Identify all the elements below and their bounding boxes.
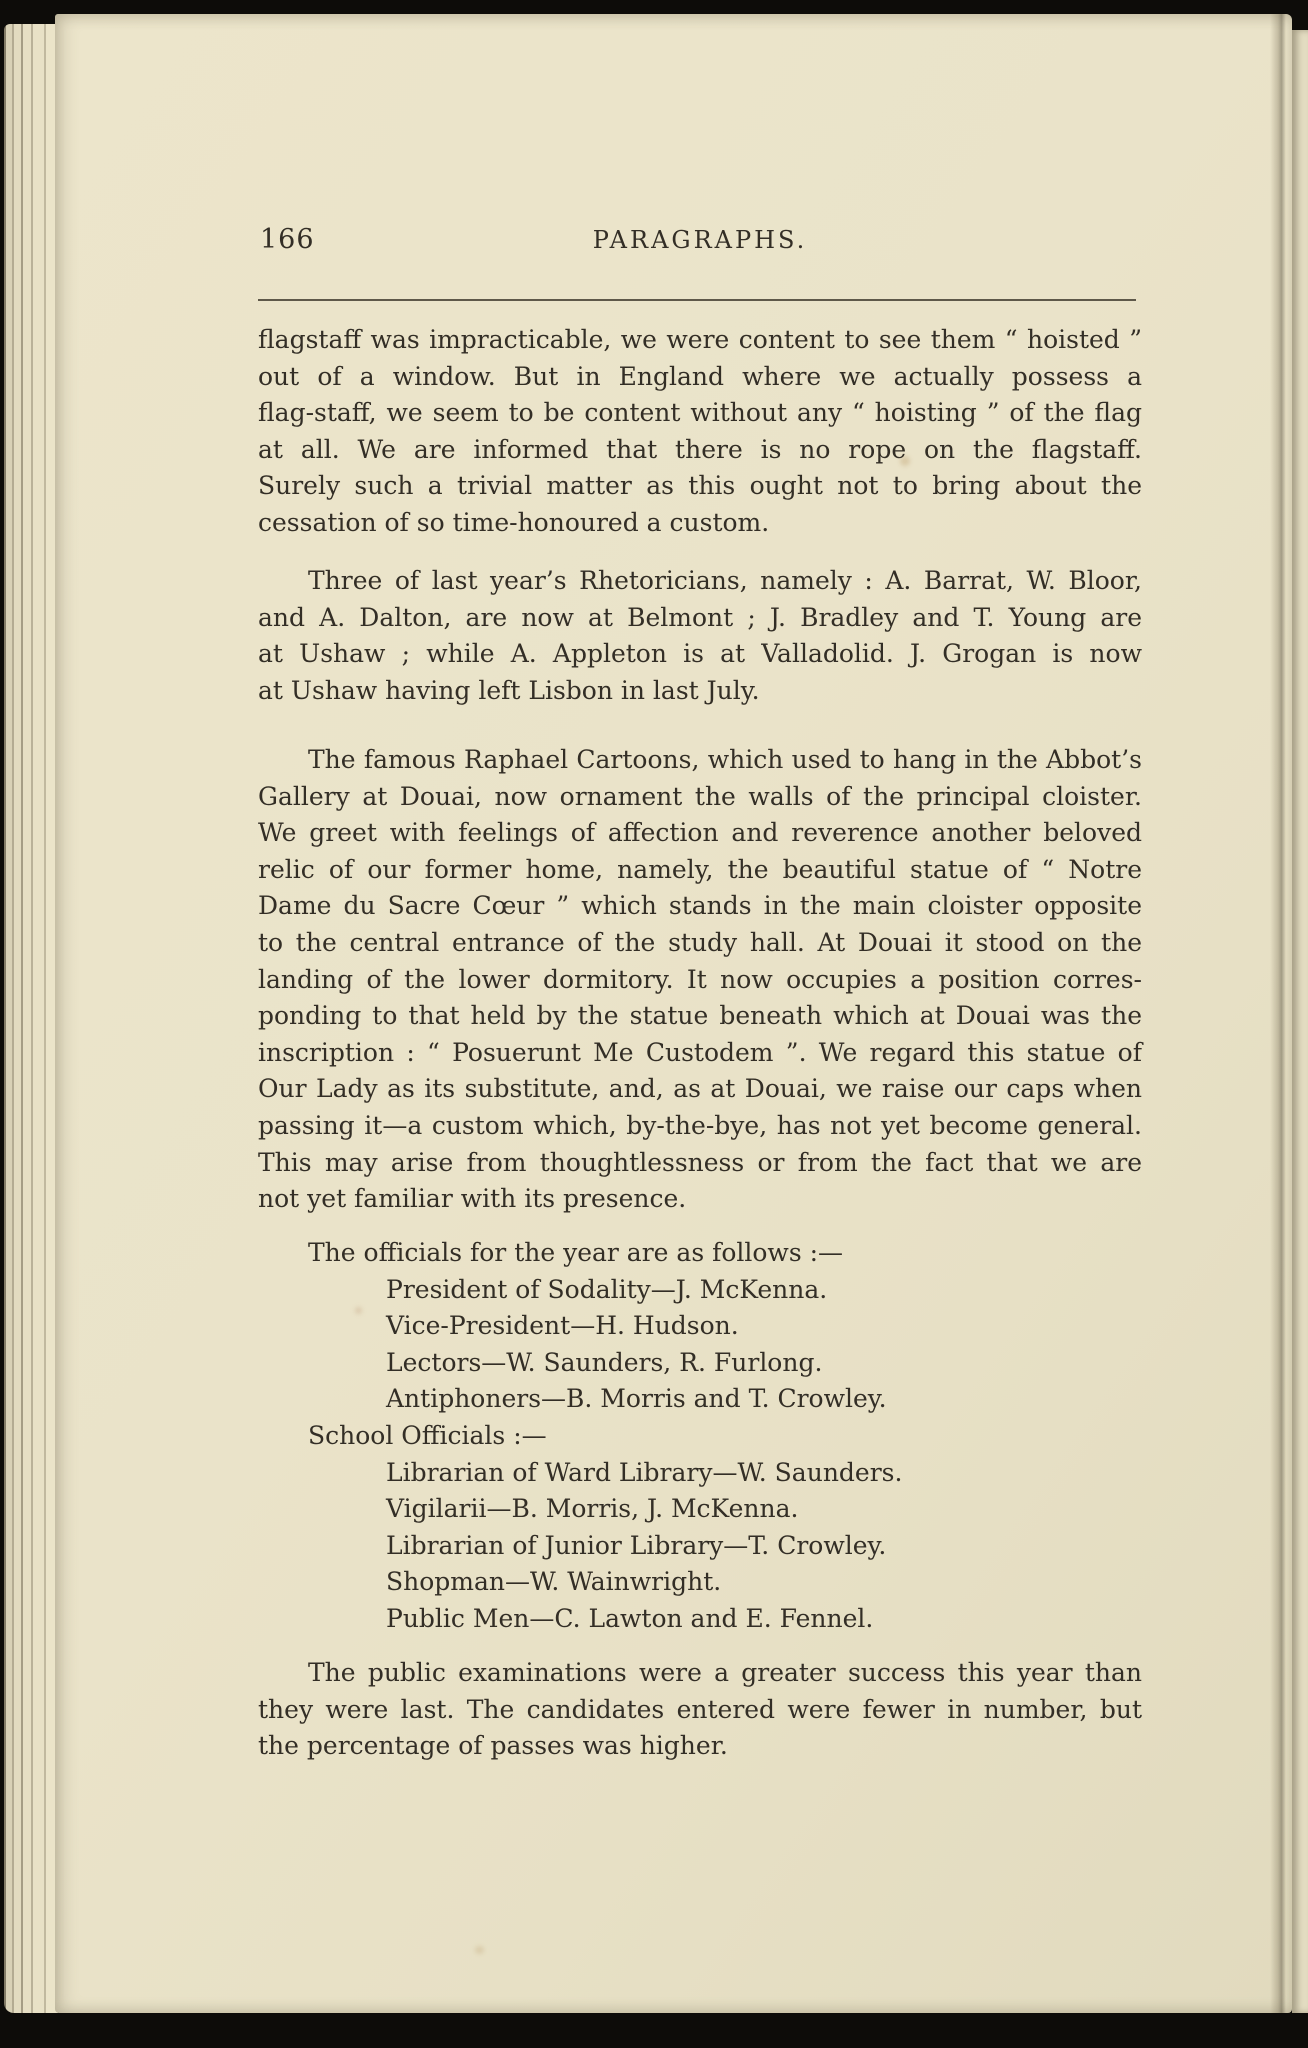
official-item: Librarian of Ward Library—W. Saunders. [386,1457,903,1487]
text-line: landing of the lower dormitory. It now occupies a position corres- [258,964,1142,994]
text-line: This may arise from thoughtlessness or from the fact that we are [258,1147,1142,1177]
text-line: Surely such a trivial matter as this ought not to bring about the [258,471,1142,501]
body-paragraph-closing [258,1655,1142,1765]
officials-list [258,1235,1142,1638]
running-head: PARAGRAPHS. [592,226,808,254]
text-line: Three of last year’s Rhetoricians, namely : A. Barrat, W. Bloor, [308,566,1142,595]
text-line: the percentage of passes was higher. [258,1731,728,1761]
text-line: not yet familiar with its presence. [258,1184,687,1214]
school-officials-heading: School Officials :— [308,1420,547,1450]
official-item: Vigilarii—B. Morris, J. McKenna. [386,1494,799,1524]
page-header [258,224,1142,260]
text-line: and A. Dalton, are now at Belmont ; J. Bradley and T. Young are [258,602,1142,632]
official-item: Antiphoners—B. Morris and T. Crowley. [386,1384,887,1414]
body-paragraph-3 [258,742,1142,1218]
text-line: relic of our former home, namely, the beautiful statue of “ Notre [258,854,1142,884]
text-line: they were last. The candidates entered were fewer in number, but [258,1694,1142,1724]
body-paragraph-1 [258,322,1142,542]
book-page [55,14,1292,2013]
official-item: Librarian of Junior Library—T. Crowley. [386,1530,887,1560]
adjacent-page-edge [1292,30,1308,2013]
text-line: inscription : “ Posuerunt Me Custodem ”. We regard this statue of [258,1037,1142,1067]
official-item: Public Men—C. Lawton and E. Fennel. [386,1603,874,1633]
officials-intro: The officials for the year are as follows :— [308,1238,844,1267]
folio-number: 166 [260,224,315,255]
text-line: The famous Raphael Cartoons, which used to hang in the Abbot’s [308,745,1142,774]
official-item: Lectors—W. Saunders, R. Furlong. [386,1347,823,1377]
official-item: Shopman—W. Wainwright. [386,1567,722,1597]
page-stack-edges [4,24,58,2013]
text-line: flag-staff, we seem to be content without any “ hoisting ” of the flag [258,398,1142,428]
text-line: cessation of so time-honoured a custom. [258,507,770,537]
text-line: ponding to that held by the statue beneath which at Douai was the [258,1001,1142,1031]
text-line: Our Lady as its substitute, and, as at Douai, we raise our caps when [258,1074,1142,1104]
text-line: We greet with feelings of affection and reverence another beloved [258,818,1142,848]
official-item: Vice-President—H. Hudson. [386,1311,739,1341]
text-line: at all. We are informed that there is no rope on the flagstaff. [258,434,1142,464]
text-line: out of a window. But in England where we actually possess a [258,361,1142,391]
header-rule [258,299,1136,301]
text-line: Gallery at Douai, now ornament the walls of the principal cloister. [258,781,1142,811]
text-line: passing it—a custom which, by-the-bye, has not yet become general. [258,1110,1142,1140]
text-line: The public examinations were a greater success this year than [308,1658,1142,1687]
official-item: President of Sodality—J. McKenna. [386,1274,828,1304]
paper-spot [475,1946,484,1954]
page-crease [1270,14,1286,2013]
text-line: to the central entrance of the study hall. At Douai it stood on the [258,927,1142,957]
text-line: flagstaff was impracticable, we were content to see them “ hoisted ” [258,325,1142,354]
body-paragraph-2 [258,563,1142,709]
text-line: Dame du Sacre Cœur ” which stands in the main cloister opposite [258,891,1142,921]
text-line: at Ushaw ; while A. Appleton is at Valladolid. J. Grogan is now [258,639,1142,669]
text-line: at Ushaw having left Lisbon in last July. [258,675,760,705]
